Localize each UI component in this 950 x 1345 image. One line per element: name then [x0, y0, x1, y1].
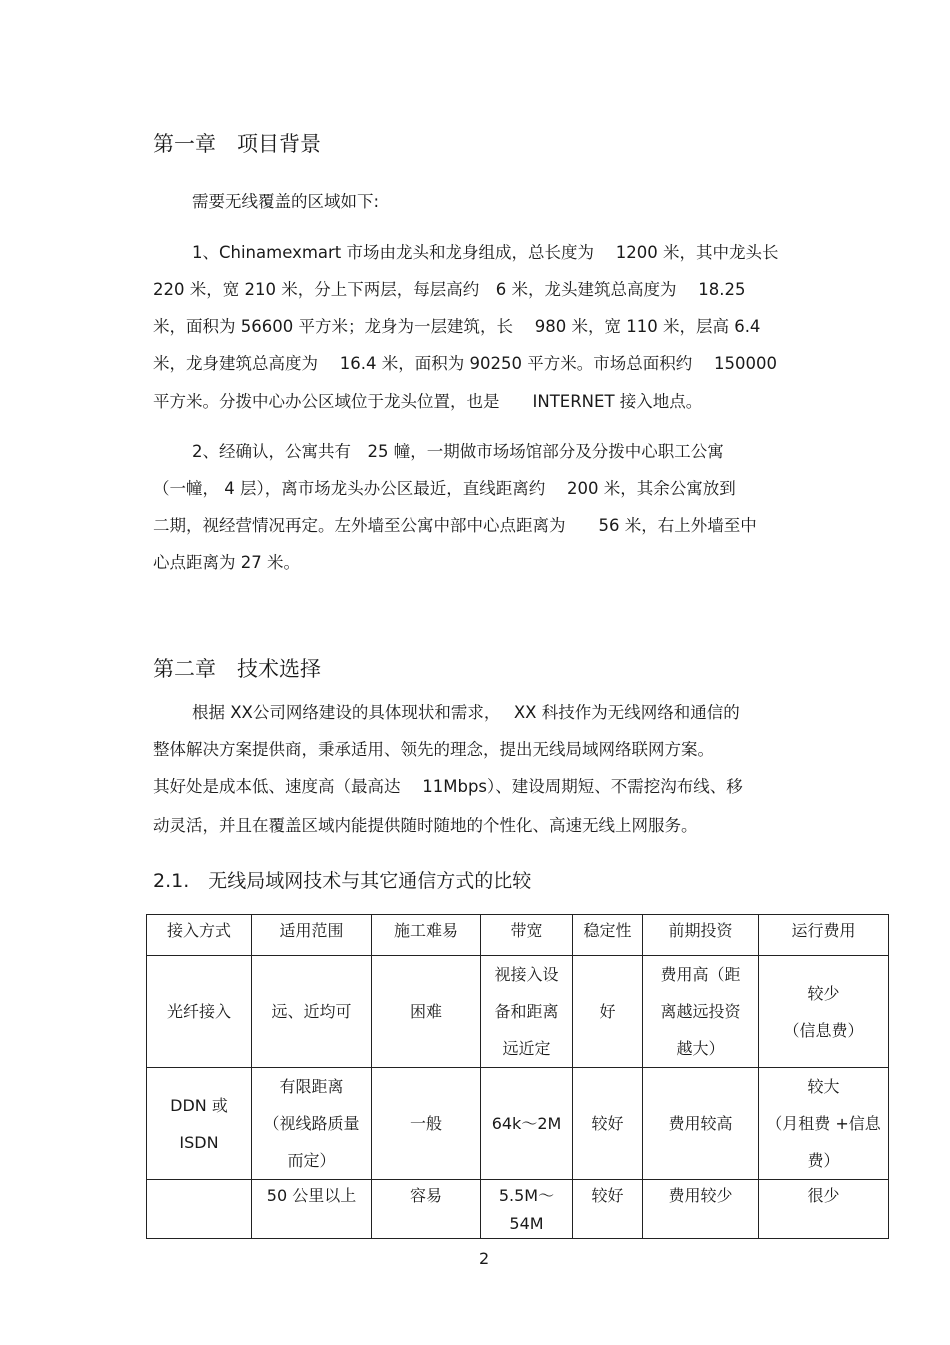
chapter2-para-line: 根据 XX公司网络建设的具体现状和需求， XX 科技作为无线网络和通信的 — [192, 703, 740, 722]
table-cell: 较好 — [573, 1068, 643, 1180]
table-row — [147, 1068, 889, 1180]
chapter2-para-line: 其好处是成本低、速度高（最高达 11Mbps）、建设周期短、不需挖沟布线、移 — [153, 777, 743, 796]
table-row — [147, 956, 889, 1068]
comparison-table — [146, 914, 889, 1239]
table-cell: 困难 — [372, 956, 481, 1068]
chapter1-para1-line: 米，龙身建筑总高度为 16.4 米，面积为 90250 平方米。市场总面积约 150000 — [153, 354, 777, 373]
table-header-cell: 稳定性 — [573, 915, 643, 956]
chapter1-para1-line: 平方米。分拨中心办公区域位于龙头位置，也是 INTERNET 接入地点。 — [153, 392, 703, 411]
table-cell: 视接入设 备和距离 远近定 — [481, 956, 573, 1068]
table-cell: 费用较少 — [643, 1180, 759, 1239]
table-cell: 容易 — [372, 1180, 481, 1239]
table-cell: DDN 或 ISDN — [147, 1068, 252, 1180]
table-header-cell: 运行费用 — [759, 915, 889, 956]
table-cell: 费用高（距 离越远投资 越大） — [643, 956, 759, 1068]
table-cell: 较好 — [573, 1180, 643, 1239]
chapter2-para-line: 动灵活，并且在覆盖区域内能提供随时随地的个性化、高速无线上网服务。 — [153, 816, 698, 835]
chapter1-para2-line: 2、经确认，公寓共有 25 幢，一期做市场场馆部分及分拨中心职工公寓 — [192, 442, 724, 461]
table-cell: 很少 — [759, 1180, 889, 1239]
table-header-cell: 带宽 — [481, 915, 573, 956]
table-cell: 远、近均可 — [252, 956, 372, 1068]
table-cell: 费用较高 — [643, 1068, 759, 1180]
table-cell: 光纤接入 — [147, 956, 252, 1068]
table-cell: 50 公里以上 — [252, 1180, 372, 1239]
table-cell: 64k～2M — [481, 1068, 573, 1180]
table-header-cell: 施工难易 — [372, 915, 481, 956]
chapter1-para2-line: 心点距离为 27 米。 — [153, 553, 300, 572]
table-header-row — [147, 915, 889, 956]
table-row — [147, 1180, 889, 1239]
table-cell: 较少 （信息费） — [759, 956, 889, 1068]
table-header-cell: 前期投资 — [643, 915, 759, 956]
chapter1-para2-line: （一幢， 4 层），离市场龙头办公区最近，直线距离约 200 米，其余公寓放到 — [153, 479, 736, 498]
table-cell: 较大 （月租费 +信息 费） — [759, 1068, 889, 1180]
chapter1-intro: 需要无线覆盖的区域如下: — [192, 192, 380, 211]
chapter1-para2-line: 二期，视经营情况再定。左外墙至公寓中部中心点距离为 56 米，右上外墙至中 — [153, 516, 757, 535]
chapter2-para-line: 整体解决方案提供商，秉承适用、领先的理念，提出无线局域网络联网方案。 — [153, 740, 714, 759]
table-cell: 5.5M～54M — [481, 1180, 573, 1239]
section-title: 2.1. 无线局域网技术与其它通信方式的比较 — [153, 870, 532, 892]
chapter2-title: 第二章 技术选择 — [153, 657, 321, 681]
table-header-cell: 适用范围 — [252, 915, 372, 956]
table-cell: 一般 — [372, 1068, 481, 1180]
chapter1-para1-line: 220 米，宽 210 米，分上下两层，每层高约 6 米，龙头建筑总高度为 18.25 — [153, 280, 746, 299]
chapter1-para1-line: 1、Chinamexmart 市场由龙头和龙身组成，总长度为 1200 米，其中龙头长 — [192, 243, 779, 262]
table-cell: 有限距离 （视线路质量 而定） — [252, 1068, 372, 1180]
table-header-cell: 接入方式 — [147, 915, 252, 956]
page-number: 2 — [479, 1249, 490, 1268]
chapter1-title: 第一章 项目背景 — [153, 132, 321, 156]
chapter1-para1-line: 米，面积为 56600 平方米；龙身为一层建筑，长 980 米，宽 110 米，层高 6.4 — [153, 317, 761, 336]
table-cell — [147, 1180, 252, 1239]
table-cell: 好 — [573, 956, 643, 1068]
